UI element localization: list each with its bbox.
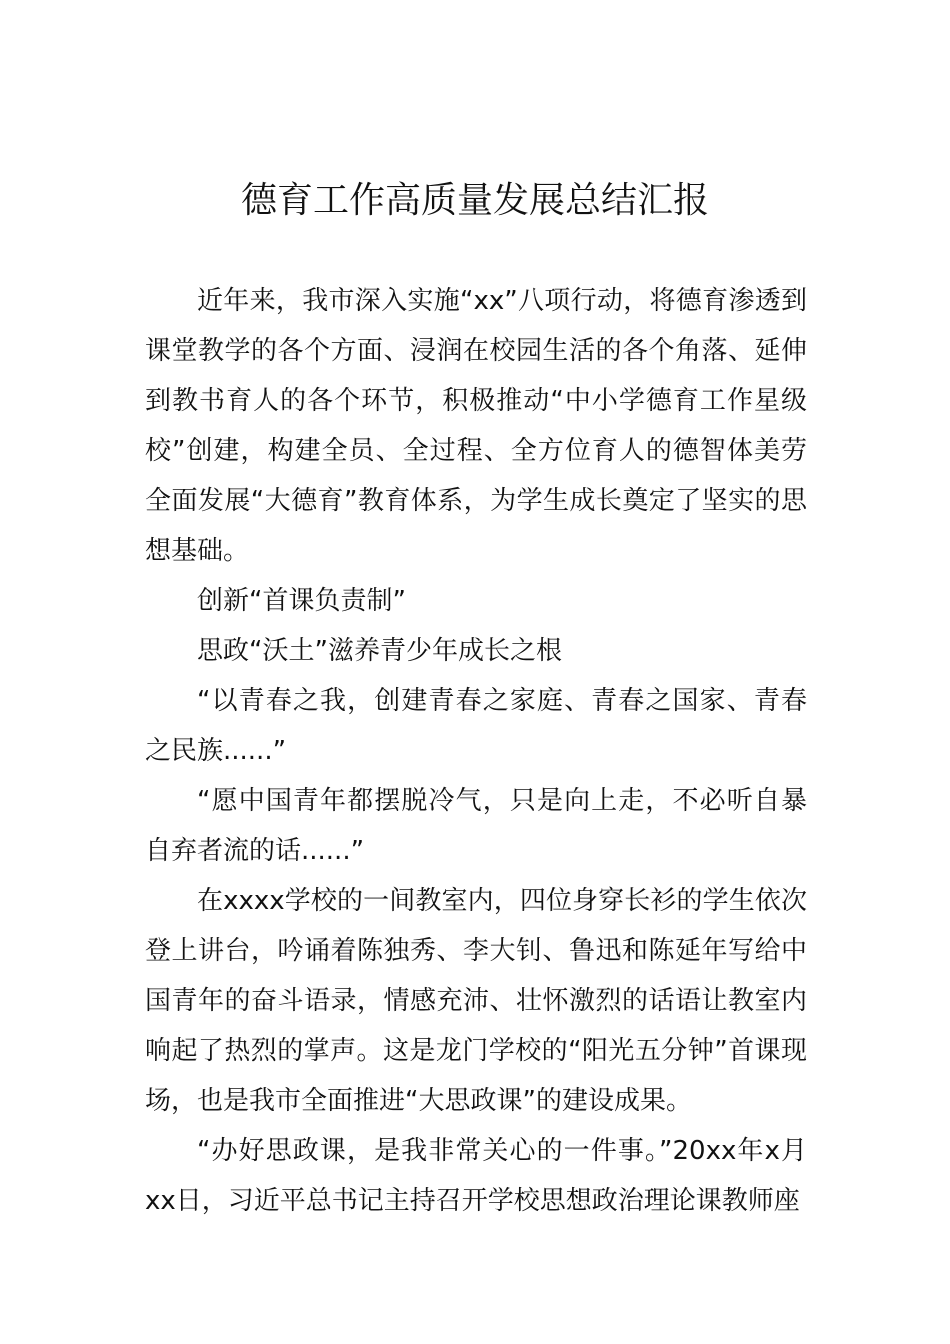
document-body xyxy=(145,276,807,1226)
quote-paragraph: “愿中国青年都摆脱冷气，只是向上走，不必听自暴自弃者流的话......” xyxy=(145,786,807,866)
document-title: 德育工作高质量发展总结汇报 xyxy=(240,180,709,221)
quote-paragraph: “以青春之我，创建青春之家庭、青春之国家、青春之民族......” xyxy=(145,686,807,766)
section-heading: 创新“首课负责制” xyxy=(197,586,406,616)
section-subheading: 思政“沃土”滋养青少年成长之根 xyxy=(197,636,562,666)
body-paragraph: “办好思政课，是我非常关心的一件事。”20xx年x月xx日，习近平总书记主持召开学校思想政治理论课教师座 xyxy=(145,1136,807,1216)
body-paragraph: 在xxxx学校的一间教室内，四位身穿长衫的学生依次登上讲台，吟诵着陈独秀、李大钊、鲁迅和陈延年写给中国青年的奋斗语录，情感充沛、壮怀激烈的话语让教室内响起了热烈的掌声。这是龙门学校的“阳光五分钟”首课现场，也是我市全面推进“大思政课”的建设成果。 xyxy=(145,886,807,1116)
paragraph-intro: 近年来，我市深入实施“xx”八项行动，将德育渗透到课堂教学的各个方面、浸润在校园生活的各个角落、延伸到教书育人的各个环节，积极推动“中小学德育工作星级校”创建，构建全员、全过程、全方位育人的德智体美劳全面发展“大德育”教育体系，为学生成长奠定了坚实的思想基础。 xyxy=(145,286,807,566)
